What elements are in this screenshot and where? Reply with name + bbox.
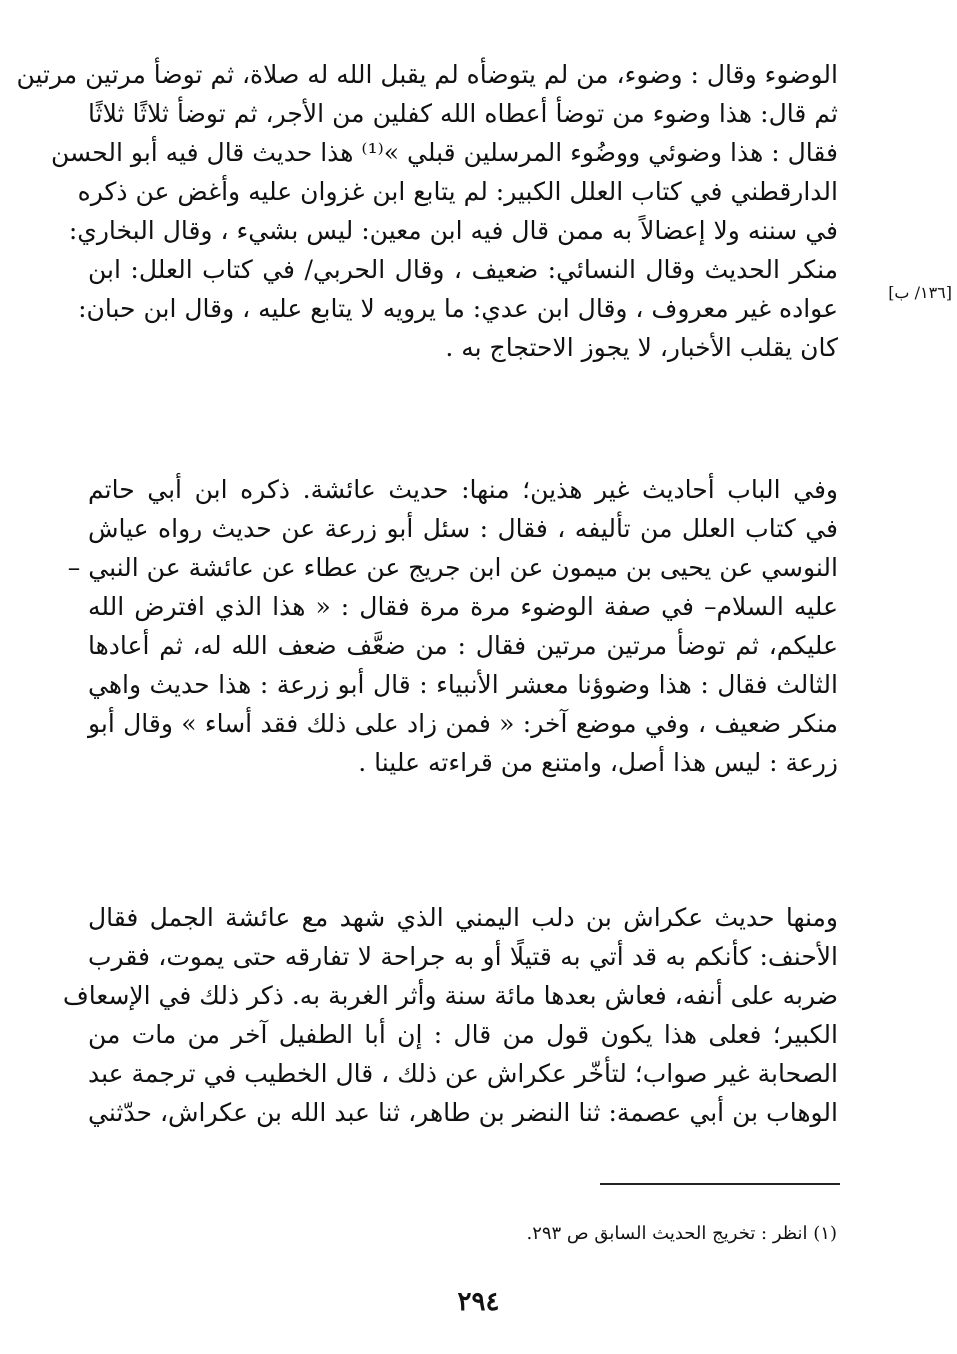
text-line: الصحابة غير صواب؛ لتأخّر عكراش عن ذلك ، قال الخطيب في ترجمة عبد	[87, 1059, 838, 1088]
text-line: في كتاب العلل من تأليفه ، فقال : سئل أبو زرعة عن حديث رواه عياش	[88, 514, 838, 543]
text-line: فقال : هذا وضوئي ووضُوء المرسلين قبلي »⁽¹⁾ هذا حديث قال فيه أبو الحسن	[50, 138, 838, 167]
footnote-divider	[600, 1183, 840, 1185]
text-line: منكر ضعيف ، وفي موضع آخر: « فمن زاد على ذلك فقد أساء » وقال أبو	[88, 709, 838, 738]
footnote: (١) انظر : تخريج الحديث السابق ص ٢٩٣.	[526, 1223, 837, 1244]
text-line: الوضوء وقال : وضوء، من لم يتوضأه لم يقبل الله له صلاة، ثم توضأ مرتين مرتين	[16, 60, 838, 89]
margin-folio-note: [١٣٦/ ب]	[888, 283, 952, 302]
paragraph-2	[67, 470, 838, 782]
text-line: عليكم، ثم توضأ مرتين مرتين فقال : من ضعَّف ضعف الله له، ثم أعادها	[88, 631, 838, 660]
text-line: في سننه ولا إعضالاً به ممن قال فيه ابن معين: ليس بشيء ، وقال البخاري:	[68, 216, 838, 245]
text-line: الوهاب بن أبي عصمة: ثنا النضر بن طاهر، ثنا عبد الله بن عكراش، حدّثني	[88, 1098, 838, 1127]
text-line: ضربه على أنفه، فعاش بعدها مائة سنة وأثر الغربة به. ذكر ذلك في الإسعاف	[62, 981, 838, 1010]
text-line: النوسي عن يحيى بن ميمون عن ابن جريج عن عطاء عن عائشة عن النبي –	[67, 553, 838, 582]
text-line: ثم قال: هذا وضوء من توضأ أعطاه الله كفلين من الأجر، ثم توضأ ثلاثًا ثلاثًا	[88, 99, 838, 128]
text-line: وفي الباب أحاديث غير هذين؛ منها: حديث عائشة. ذكره ابن أبي حاتم	[88, 475, 838, 504]
text-line: عليه السلام– في صفة الوضوء مرة مرة فقال : « هذا الذي افترض الله	[88, 592, 838, 621]
text-line: كان يقلب الأخبار، لا يجوز الاحتجاج به .	[445, 333, 838, 362]
paragraph-3	[62, 898, 838, 1132]
text-line: الكبير؛ فعلى هذا يكون قول من قال : إن أبا الطفيل آخر من مات من	[88, 1020, 838, 1049]
page-number: ٢٩٤	[457, 1287, 500, 1317]
text-line: الأحنف: كأنكم به قد أتي به قتيلًا أو به جراحة لا تفارقه حتى يموت، فقرب	[88, 942, 838, 971]
text-line: الدارقطني في كتاب العلل الكبير: لم يتابع ابن غزوان عليه وأغض عن ذكره	[77, 177, 838, 206]
text-line: عواده غير معروف ، وقال ابن عدي: ما يرويه لا يتابع عليه ، وقال ابن حبان:	[78, 294, 838, 323]
text-line: زرعة : ليس هذا أصل، وامتنع من قراءته علينا .	[358, 748, 838, 777]
text-line: منكر الحديث وقال النسائي: ضعيف ، وقال الحربي/ في كتاب العلل: ابن	[88, 255, 838, 284]
paragraph-1	[16, 55, 838, 367]
text-line: الثالث فقال : هذا وضوؤنا معشر الأنبياء : قال أبو زرعة : هذا حديث واهي	[88, 670, 838, 699]
text-line: ومنها حديث عكراش بن دلب اليمني الذي شهد مع عائشة الجمل فقال	[88, 903, 838, 932]
